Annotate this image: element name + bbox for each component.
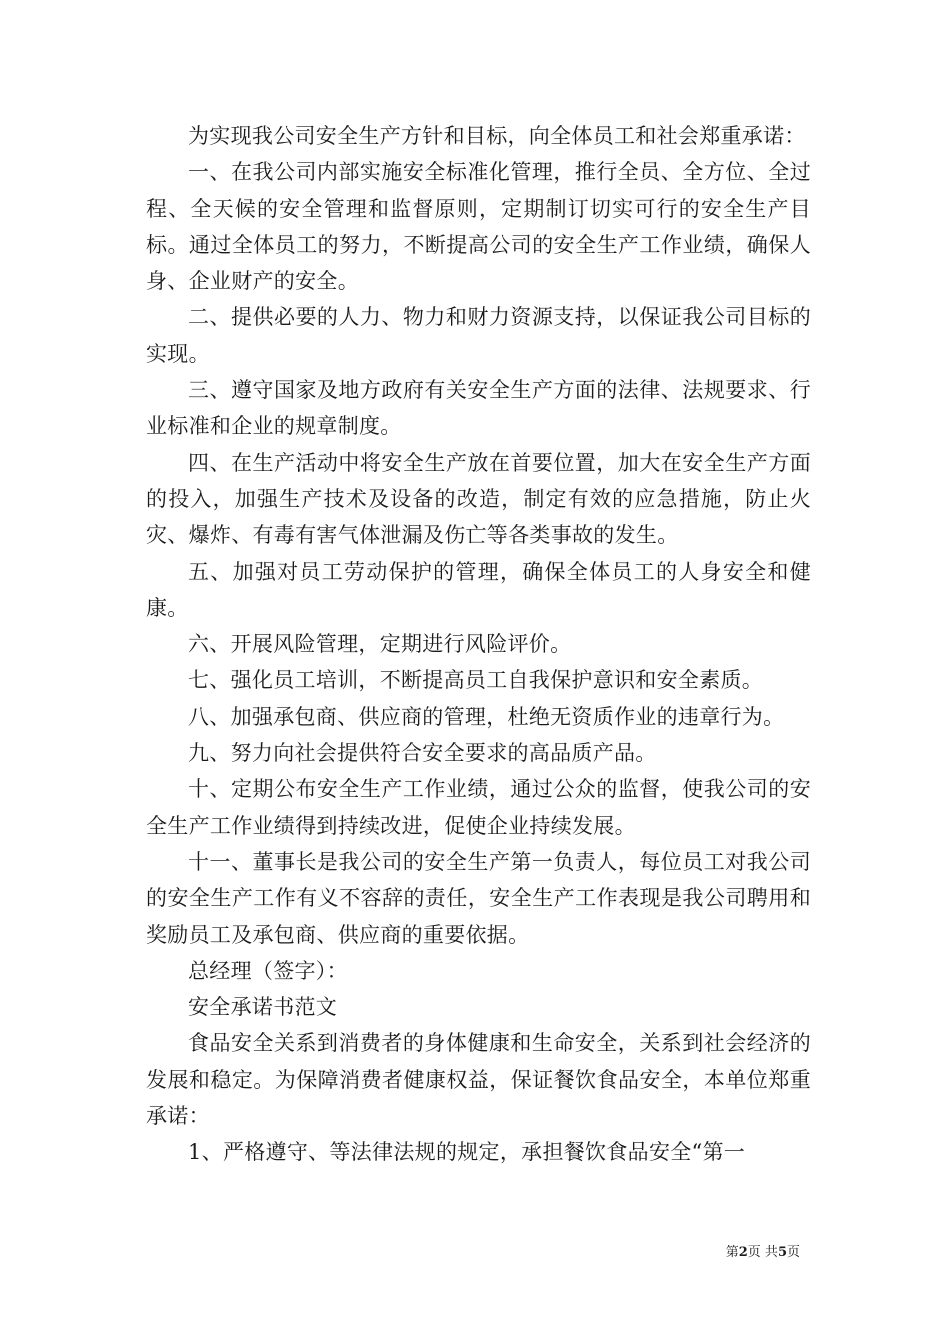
footer-prefix: 第 xyxy=(725,1245,739,1260)
paragraph-intro: 为实现我公司安全生产方针和目标，向全体员工和社会郑重承诺： xyxy=(188,124,806,148)
section-heading: 安全承诺书范文 xyxy=(188,995,338,1020)
paragraph-item-6: 六、开展风险管理，定期进行风险评价。 xyxy=(188,632,572,657)
paragraph-item-1: 一、在我公司内部实施安全标准化管理，推行全员、全方位、全过程、全天候的安全管理和监督原则，定期制订切实可行的安全生产目标。通过全体员工的努力，不断提高公司的安全生产工作业绩，确保人身、企业财产的安全。 xyxy=(146,160,811,294)
paragraph-item-2: 二、提供必要的人力、物力和财力资源支持，以保证我公司目标的实现。 xyxy=(146,305,811,366)
footer-middle: 页 共 xyxy=(747,1245,778,1260)
paragraph-food-item-1: 1、严格遵守、等法律法规的规定，承担餐饮食品安全“第一 xyxy=(188,1140,746,1165)
paragraph-item-11: 十一、董事长是我公司的安全生产第一负责人，每位员工对我公司的安全生产工作有义不容辞的责任，安全生产工作表现是我公司聘用和奖励员工及承包商、供应商的重要依据。 xyxy=(146,849,811,947)
footer-total-pages: 5 xyxy=(777,1245,787,1260)
paragraph-item-3: 三、遵守国家及地方政府有关安全生产方面的法律、法规要求、行业标准和企业的规章制度。 xyxy=(146,378,811,439)
document-body xyxy=(146,118,811,1171)
footer-suffix: 页 xyxy=(786,1245,800,1260)
signature-line: 总经理（签字）： xyxy=(188,958,348,983)
page-number-footer xyxy=(726,1245,800,1261)
paragraph-item-8: 八、加强承包商、供应商的管理，杜绝无资质作业的违章行为。 xyxy=(188,704,785,729)
paragraph-item-10: 十、定期公布安全生产工作业绩，通过公众的监督，使我公司的安全生产工作业绩得到持续改进，促使企业持续发展。 xyxy=(146,777,811,838)
paragraph-food-safety-intro: 食品安全关系到消费者的身体健康和生命安全，关系到社会经济的发展和稳定。为保障消费者健康权益，保证餐饮食品安全，本单位郑重承诺： xyxy=(146,1031,811,1129)
paragraph-item-5: 五、加强对员工劳动保护的管理，确保全体员工的人身安全和健康。 xyxy=(146,559,811,620)
paragraph-item-9: 九、努力向社会提供符合安全要求的高品质产品。 xyxy=(188,741,657,766)
paragraph-item-7: 七、强化员工培训，不断提高员工自我保护意识和安全素质。 xyxy=(188,668,764,693)
paragraph-item-4: 四、在生产活动中将安全生产放在首要位置，加大在安全生产方面的投入，加强生产技术及设备的改造，制定有效的应急措施，防止火灾、爆炸、有毒有害气体泄漏及伤亡等各类事故的发生。 xyxy=(146,450,811,548)
footer-current-page: 2 xyxy=(738,1245,748,1260)
